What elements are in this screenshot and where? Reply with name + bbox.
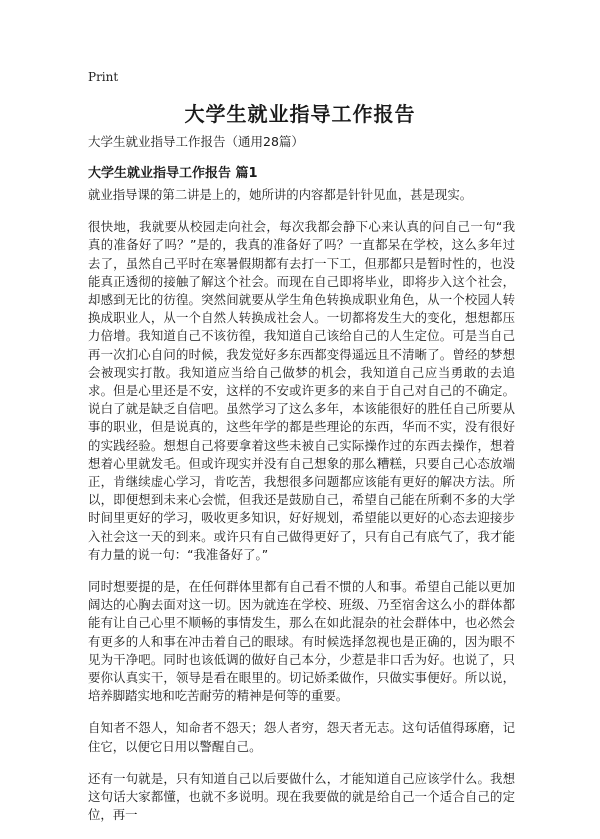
paragraph-5: 还有一句就是，只有知道自己以后要做什么，才能知道自己应该学什么。我想这句话大家都懂，也就不多说明。现在我要做的就是给自己一个适合自己的定位，再一	[88, 770, 515, 823]
print-label[interactable]: Print	[88, 70, 119, 84]
paragraph-2: 很快地，我就要从校园走向社会，每次我都会静下心来认真的问自己一句“我真的准备好了吗？”是的，我真的准备好了吗？一直都呆在学校，这么多年过去了，虽然自己平时在寒暑假期都有去打一下工，但那都只是暂时性的，也没能真正透彻的接触了解这个社会。而现在自己即将毕业，即将步入这个社会，却感到无比的彷徨。突然间就要从学生角色转换成职业角色，从一个校园人转换成职业人，从一个自然人转换成社会人。一切都将发生大的变化，想想都压力倍增。我知道自己不该彷徨，我知道自己该给自己的人生定位。可是当自己再一次扪心自问的时候，我发觉好多东西都变得遥远且不清晰了。曾经的梦想会被现实打散。我知道应当给自己做梦的机会，我知道自己应当勇敢的去追求。但是心里还是不安，这样的不安或许更多的来自于自己对自己的不确定。说白了就是缺乏自信吧。虽然学习了这么多年，本该能很好的胜任自己所要从事的职业，但是说真的，这些年学的都是些理论的东西，华而不实，没有很好的实践经验。想想自己将要拿着这些未被自己实际操作过的东西去操作，想着想着心里就发毛。但或许现实并没有自己想象的那么糟糕，只要自己心态放端正，肯继续虚心学习，肯吃苦，我想很多问题都应该能有更好的解决方法。所以，即便想到未来心会慌，但我还是鼓励自己，希望自己能在所剩不多的大学时间里更好的学习，吸收更多知识，好好规划，希望能以更好的心态去迎接步入社会这一天的到来。或许只有自己做得更好了，只有自己有底气了，我才能有力量的说一句：“我准备好了。”	[88, 219, 515, 562]
paragraph-3: 同时想要提的是，在任何群体里都有自己看不惯的人和事。希望自己能以更加阔达的心胸去面对这一切。因为就连在学校、班级、乃至宿舍这么小的群体都能有让自己心里不顺畅的事情发生，那么在如此混杂的社会群体中，也必然会有更多的人和事在冲击着自己的眼球。有时候选择忽视也是正确的，因为眼不见为干净吧。同时也该低调的做好自己本分，少惹是非口舌为好。也说了，只要你认真实干，领导是看在眼里的。切记娇柔做作，只做实事便好。所以说，培养脚踏实地和吃苦耐劳的精神是何等的重要。	[88, 579, 515, 704]
paragraph-4: 自知者不怨人，知命者不怨天；怨人者穷，怨天者无志。这句话值得琢磨，记住它，以便它日用以警醒自己。	[88, 720, 515, 754]
paragraph-1: 就业指导课的第二讲是上的，她所讲的内容都是针针见血，甚是现实。	[88, 187, 473, 202]
document-title: 大学生就业指导工作报告	[184, 102, 416, 126]
document-subtitle: 大学生就业指导工作报告（通用28篇）	[88, 134, 304, 149]
document-body	[88, 186, 515, 839]
section-heading: 大学生就业指导工作报告 篇1	[88, 166, 258, 181]
